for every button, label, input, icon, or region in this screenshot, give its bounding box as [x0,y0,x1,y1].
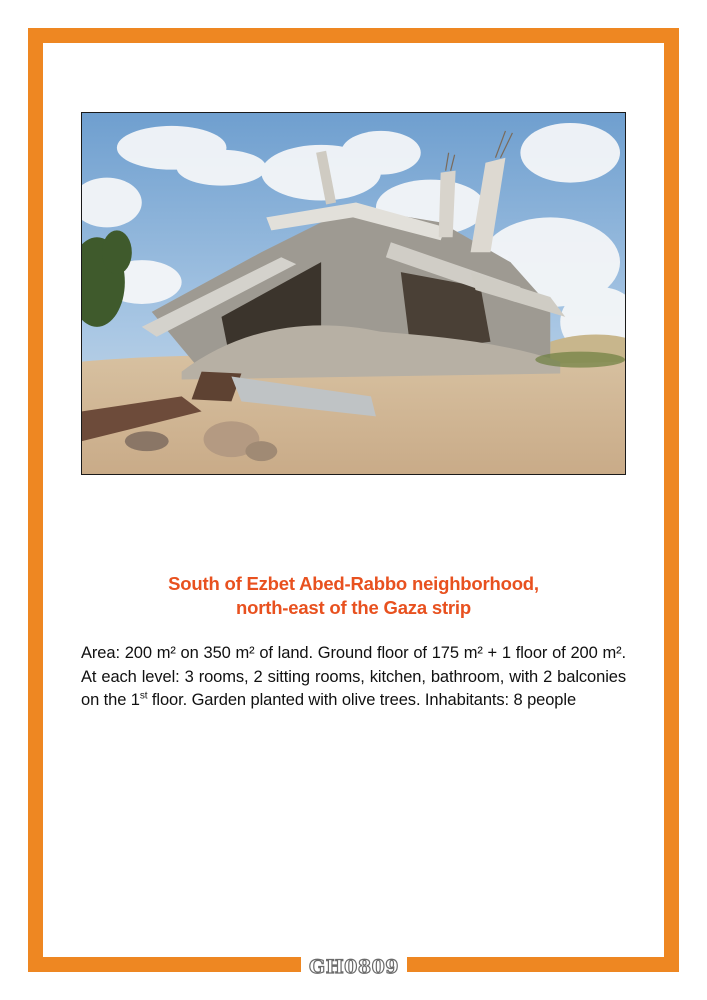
description-part-1: Area: 200 m² on 350 m² of land. Ground floor of 175 m² + 1 floor of 200 m². At each level: 3 rooms, 2 sitting rooms, kitchen, bathroom, with 2 balconies on the 1 [81,644,626,709]
description-superscript: st [139,690,148,702]
card-code: GH0809 [308,956,400,978]
headline-line-1: South of Ezbet Abed-Rabbo neighborhood, [168,573,539,594]
headline-line-2: north-east of the Gaza strip [236,597,471,618]
description-part-2: floor. Garden planted with olive trees. Inhabitants: 8 people [147,691,577,709]
location-headline [81,572,626,620]
card-code-tag [301,955,407,979]
collapsed-building-image [82,113,625,474]
property-description [81,642,626,713]
building-photo [81,112,626,475]
